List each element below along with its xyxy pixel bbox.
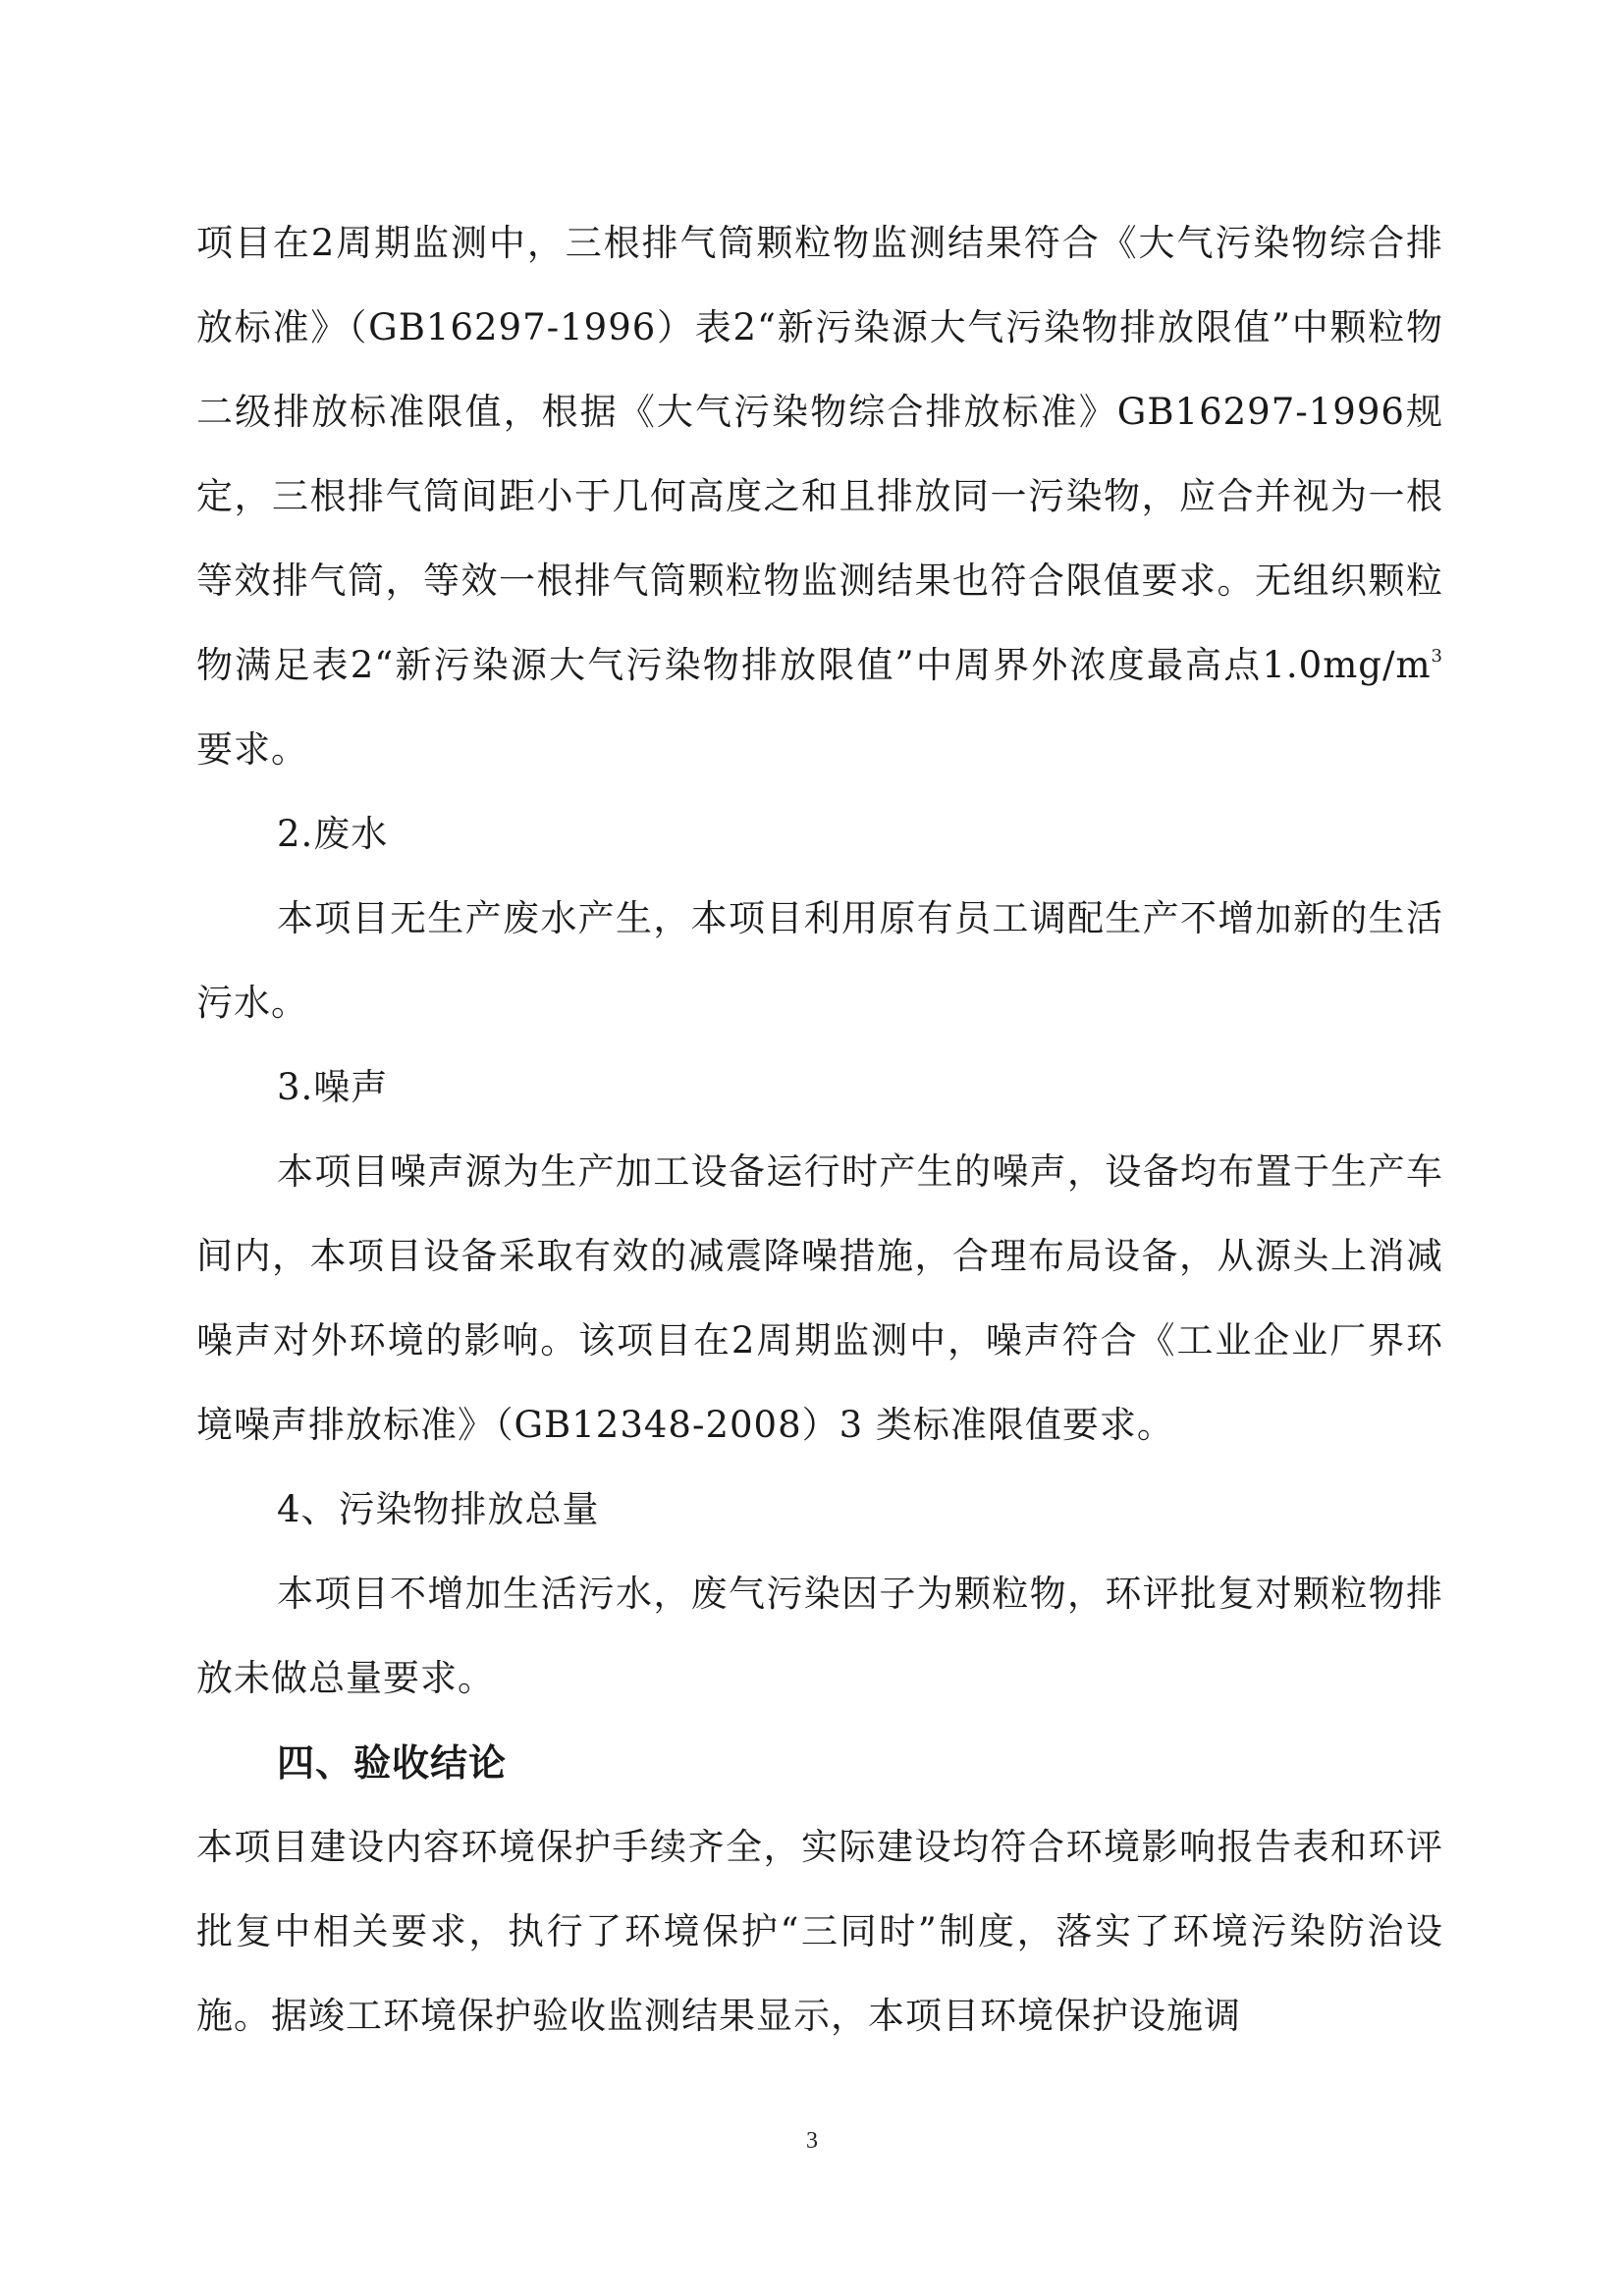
page-number: 3 — [806, 2128, 818, 2154]
heading-total-emissions: 4、污染物排放总量 — [277, 1488, 600, 1530]
superscript-cubic: 3 — [1431, 646, 1443, 667]
paragraph-acceptance-conclusion: 本项目建设内容环境保护手续齐全，实际建设均符合环境影响报告表和环评批复中相关要求，执行了环境保护“三同时”制度，落实了环境污染防治设施。据竣工环境保护验收监测结果显示，本项目环境保护设施调 — [196, 1826, 1443, 2037]
paragraph-wastewater: 本项目无生产废水产生，本项目利用原有员工调配生产不增加新的生活污水。 — [196, 897, 1443, 1024]
paragraph-total-emissions: 本项目不增加生活污水，废气污染因子为颗粒物，环评批复对颗粒物排放未做总量要求。 — [196, 1573, 1443, 1699]
paragraph-exhaust-monitoring — [196, 201, 1443, 792]
heading-acceptance-conclusion: 四、验收结论 — [277, 1740, 508, 1785]
heading-noise: 3.噪声 — [277, 1066, 389, 1108]
paragraph-exhaust-text: 项目在2周期监测中，三根排气筒颗粒物监测结果符合《大气污染物综合排放标准》（GB16297-1996）表2“新污染源大气污染物排放限值”中颗粒物二级排放标准限值，根据《大气污染物综合排放标准》GB16297-1996规定，三根排气筒间距小于几何高度之和且排放同一污染物，应合并视为一根等效排气筒，等效一根排气筒颗粒物监测结果也符合限值要求。无组织颗粒物满足表2“新污染源大气污染物排放限值”中周界外浓度最高点1.0mg/m — [196, 222, 1443, 686]
document-page — [196, 201, 1443, 2058]
heading-wastewater: 2.废水 — [277, 813, 389, 855]
paragraph-exhaust-tail: 要求。 — [196, 728, 308, 771]
paragraph-noise: 本项目噪声源为生产加工设备运行时产生的噪声，设备均布置于生产车间内，本项目设备采取有效的减震降噪措施，合理布局设备，从源头上消减噪声对外环境的影响。该项目在2周期监测中，噪声符合《工业企业厂界环境噪声排放标准》（GB12348-2008）3 类标准限值要求。 — [196, 1150, 1443, 1446]
